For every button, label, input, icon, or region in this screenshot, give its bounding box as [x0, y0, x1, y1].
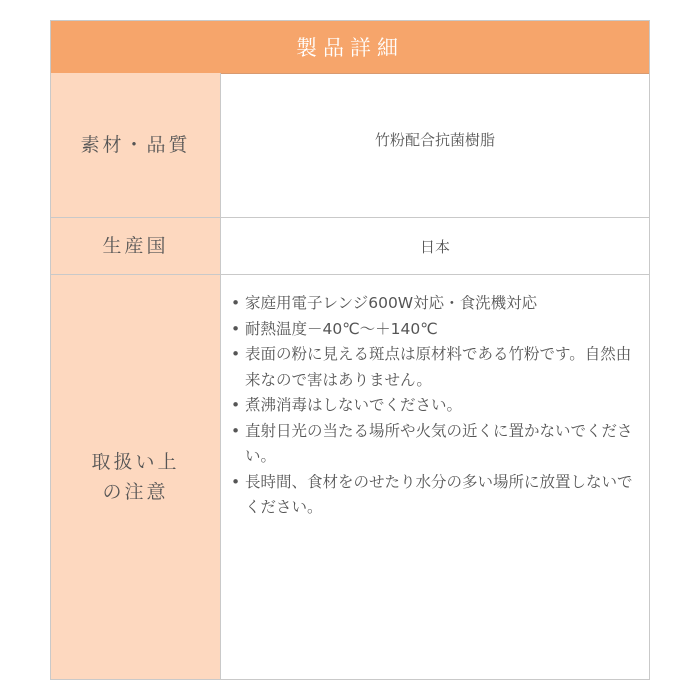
bullet-icon: • — [231, 421, 241, 440]
note-item — [229, 291, 637, 317]
note-item — [229, 470, 637, 521]
product-details-table — [50, 20, 650, 680]
note-item — [229, 419, 637, 470]
table-row-material — [51, 73, 649, 218]
row-label: 素材・品質 — [51, 73, 221, 217]
bullet-icon: • — [231, 472, 241, 491]
note-text: 表面の粉に見える斑点は原材料である竹粉です。自然由来なので害はありません。 — [245, 345, 632, 389]
table-title: 製品詳細 — [51, 21, 649, 74]
note-text: 家庭用電子レンジ600W対応・食洗機対応 — [245, 294, 538, 312]
row-value: 日本 — [419, 237, 450, 256]
label-line: の注意 — [102, 481, 169, 503]
bullet-icon: • — [231, 396, 241, 414]
note-item — [229, 393, 637, 419]
note-item — [229, 342, 637, 393]
row-value: 竹粉配合抗菌樹脂 — [374, 131, 495, 149]
note-text: 耐熱温度－40℃～＋140℃ — [245, 319, 438, 338]
handling-notes-list — [229, 291, 637, 521]
label-line: 取扱い上 — [91, 451, 180, 473]
bullet-icon: • — [231, 294, 241, 312]
bullet-icon: • — [231, 319, 241, 338]
row-label: 生産国 — [51, 218, 221, 274]
bullet-icon: • — [231, 345, 241, 363]
row-label — [51, 275, 221, 679]
note-item — [229, 317, 637, 343]
note-text: 長時間、食材をのせたり水分の多い場所に放置しないでください。 — [245, 472, 633, 516]
table-row-handling — [51, 275, 649, 679]
table-row-origin — [51, 218, 649, 275]
note-text: 直射日光の当たる場所や火気の近くに置かないでください。 — [245, 421, 633, 465]
note-text: 煮沸消毒はしないでください。 — [245, 396, 463, 414]
